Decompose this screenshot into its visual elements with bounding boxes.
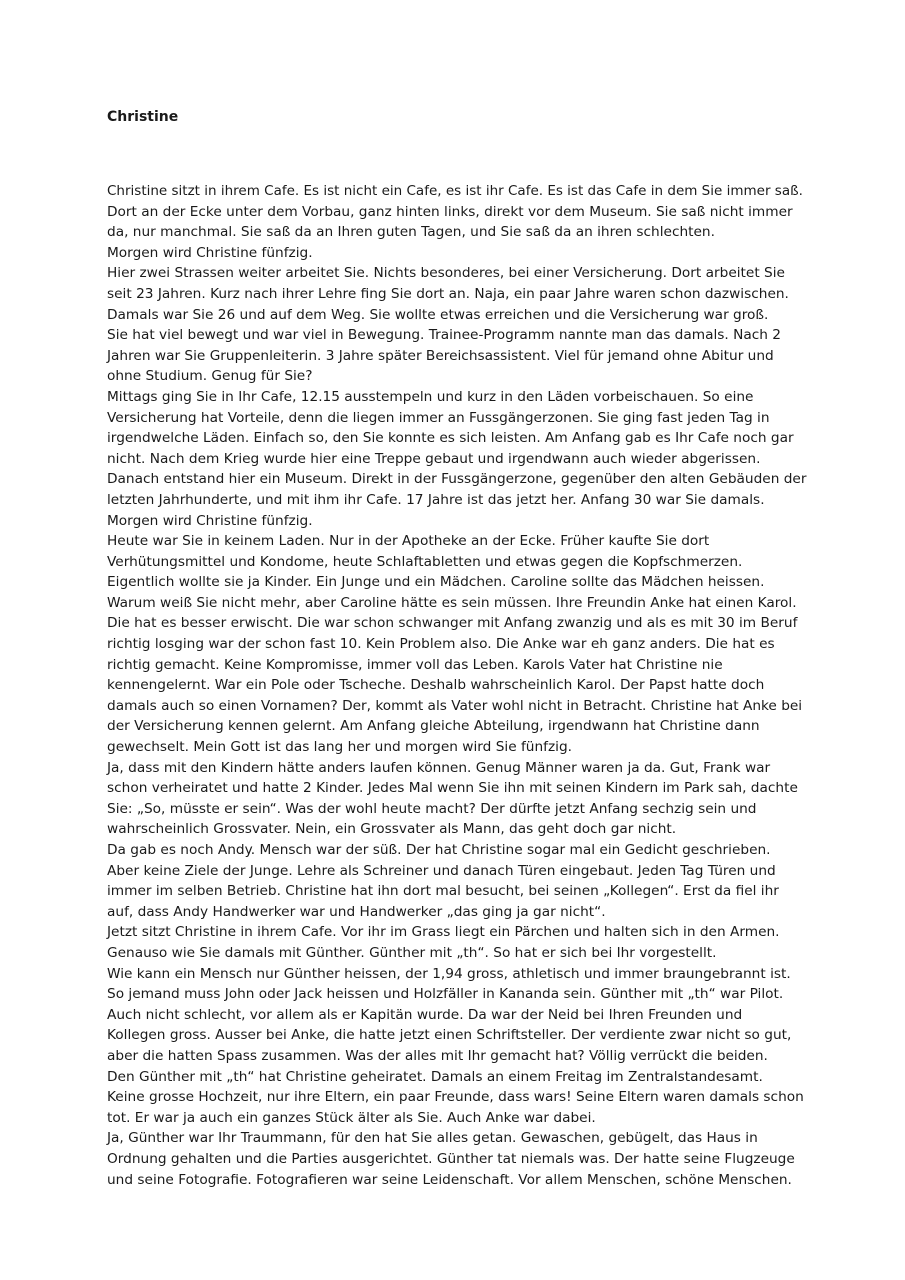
text-line: Warum weiß Sie nicht mehr, aber Caroline hätte es sein müssen. Ihre Freundin Anke hat einen Karol. xyxy=(107,594,797,611)
text-line: wahrscheinlich Grossvater. Nein, ein Grossvater als Mann, das geht doch gar nicht. xyxy=(107,821,677,838)
text-line: Eigentlich wollte sie ja Kinder. Ein Junge und ein Mädchen. Caroline sollte das Mädchen heissen. xyxy=(107,574,765,591)
text-line: Dort an der Ecke unter dem Vorbau, ganz hinten links, direkt vor dem Museum. Sie saß nicht immer xyxy=(107,203,793,220)
text-line: Damals war Sie 26 und auf dem Weg. Sie wollte etwas erreichen und die Versicherung war groß. xyxy=(107,306,769,323)
document-body xyxy=(107,181,807,1190)
text-line: da, nur manchmal. Sie saß da an Ihren guten Tagen, und Sie saß da an ihren schlechten. xyxy=(107,224,715,241)
document-title: Christine xyxy=(107,109,179,125)
text-line: Den Günther mit „th“ hat Christine geheiratet. Damals an einem Freitag im Zentralstandesamt. xyxy=(107,1068,763,1085)
text-line: Jahren war Sie Gruppenleiterin. 3 Jahre später Bereichsassistent. Viel für jemand ohne Abitur und xyxy=(107,347,774,364)
text-line: Ja, dass mit den Kindern hätte anders laufen können. Genug Männer waren ja da. Gut, Frank war xyxy=(107,759,771,776)
text-line: Ja, Günther war Ihr Traummann, für den hat Sie alles getan. Gewaschen, gebügelt, das Haus in xyxy=(107,1130,758,1147)
text-line: Sie: „So, müsste er sein“. Was der wohl heute macht? Der dürfte jetzt Anfang sechzig sein und xyxy=(107,800,757,817)
text-line: Da gab es noch Andy. Mensch war der süß. Der hat Christine sogar mal ein Gedicht geschrieben. xyxy=(107,842,771,858)
text-line: Aber keine Ziele der Junge. Lehre als Schreiner und danach Türen eingebaut. Jeden Tag Türen und xyxy=(107,862,776,879)
text-line: Jetzt sitzt Christine in ihrem Cafe. Vor ihr im Grass liegt ein Pärchen und halten sich in den Armen. xyxy=(107,924,780,941)
text-line: Hier zwei Strassen weiter arbeitet Sie. Nichts besonderes, bei einer Versicherung. Dort arbeitet Sie xyxy=(107,265,785,282)
text-line: tot. Er war ja auch ein ganzes Stück älter als Sie. Auch Anke war dabei. xyxy=(107,1109,596,1126)
text-line: schon verheiratet und hatte 2 Kinder. Jedes Mal wenn Sie ihn mit seinen Kindern im Park sah, dachte xyxy=(107,780,798,797)
text-line: richtig gemacht. Keine Kompromisse, immer voll das Leben. Karols Vater hat Christine nie xyxy=(107,656,723,673)
text-line: seit 23 Jahren. Kurz nach ihrer Lehre fing Sie dort an. Naja, ein paar Jahre waren schon dazwischen. xyxy=(107,285,789,302)
text-line: letzten Jahrhunderte, und mit ihm ihr Cafe. 17 Jahre ist das jetzt her. Anfang 30 war Sie damals. xyxy=(107,491,765,508)
text-line: und seine Fotografie. Fotografieren war seine Leidenschaft. Vor allem Menschen, schöne Menschen. xyxy=(107,1171,792,1188)
text-line: Auch nicht schlecht, vor allem als er Kapitän wurde. Da war der Neid bei Ihren Freunden und xyxy=(107,1006,743,1023)
text-line: Wie kann ein Mensch nur Günther heissen, der 1,94 gross, athletisch und immer braungebrannt ist. xyxy=(107,965,791,982)
text-line: Mittags ging Sie in Ihr Cafe, 12.15 ausstempeln und kurz in den Läden vorbeischauen. So eine xyxy=(107,388,754,405)
text-line: Verhütungsmittel und Kondome, heute Schlaftabletten und etwas gegen die Kopfschmerzen. xyxy=(107,553,743,570)
text-line: Kollegen gross. Ausser bei Anke, die hatte jetzt einen Schriftsteller. Der verdiente zwar nicht so gut, xyxy=(107,1027,792,1044)
text-line: aber die hatten Spass zusammen. Was der alles mit Ihr gemacht hat? Völlig verrückt die beiden. xyxy=(107,1047,768,1064)
text-line: So jemand muss John oder Jack heissen und Holzfäller in Kananda sein. Günther mit „th“ war Pilot. xyxy=(107,986,784,1003)
text-line: damals auch so einen Vornamen? Der, kommt als Vater wohl nicht in Betracht. Christine hat Anke bei xyxy=(107,697,803,714)
text-line: Danach entstand hier ein Museum. Direkt in der Fussgängerzone, gegenüber den alten Gebäuden der xyxy=(107,471,807,488)
text-line: Ordnung gehalten und die Parties ausgerichtet. Günther tat niemals was. Der hatte seine Flugzeuge xyxy=(107,1150,795,1167)
text-line: Keine grosse Hochzeit, nur ihre Eltern, ein paar Freunde, dass wars! Seine Eltern waren damals schon xyxy=(107,1089,804,1106)
text-line: nicht. Nach dem Krieg wurde hier eine Treppe gebaut und irgendwann auch wieder abgerissen. xyxy=(107,450,761,467)
text-line: irgendwelche Läden. Einfach so, den Sie konnte es sich leisten. Am Anfang gab es Ihr Cafe noch gar xyxy=(107,430,794,447)
text-line: richtig losging war der schon fast 10. Kein Problem also. Die Anke war eh ganz anders. Die hat es xyxy=(107,636,775,653)
text-line: Sie hat viel bewegt und war viel in Bewegung. Trainee-Programm nannte man das damals. Nach 2 xyxy=(107,327,781,344)
text-line: Versicherung hat Vorteile, denn die liegen immer an Fussgängerzonen. Sie ging fast jeden Tag in xyxy=(107,409,770,426)
text-line: Heute war Sie in keinem Laden. Nur in der Apotheke an der Ecke. Früher kaufte Sie dort xyxy=(107,533,710,550)
text-line: der Versicherung kennen gelernt. Am Anfang gleiche Abteilung, irgendwann hat Christine dann xyxy=(107,718,760,735)
text-line: Die hat es besser erwischt. Die war schon schwanger mit Anfang zwanzig und als es mit 30 im Beruf xyxy=(107,615,798,632)
text-line: ohne Studium. Genug für Sie? xyxy=(107,368,313,385)
text-line: auf, dass Andy Handwerker war und Handwerker „das ging ja gar nicht“. xyxy=(107,903,606,920)
text-line: Genauso wie Sie damals mit Günther. Günther mit „th“. So hat er sich bei Ihr vorgestellt. xyxy=(107,944,717,961)
text-line: Christine sitzt in ihrem Cafe. Es ist nicht ein Cafe, es ist ihr Cafe. Es ist das Cafe in dem Sie immer saß. xyxy=(107,183,803,199)
text-line: gewechselt. Mein Gott ist das lang her und morgen wird Sie fünfzig. xyxy=(107,739,572,756)
text-line: kennengelernt. War ein Pole oder Tscheche. Deshalb wahrscheinlich Karol. Der Papst hatte doch xyxy=(107,677,765,694)
text-line: Morgen wird Christine fünfzig. xyxy=(107,244,313,261)
text-line: Morgen wird Christine fünfzig. xyxy=(107,512,313,529)
text-line: immer im selben Betrieb. Christine hat ihn dort mal besucht, bei seinen „Kollegen“. Erst da fiel ihr xyxy=(107,883,779,900)
